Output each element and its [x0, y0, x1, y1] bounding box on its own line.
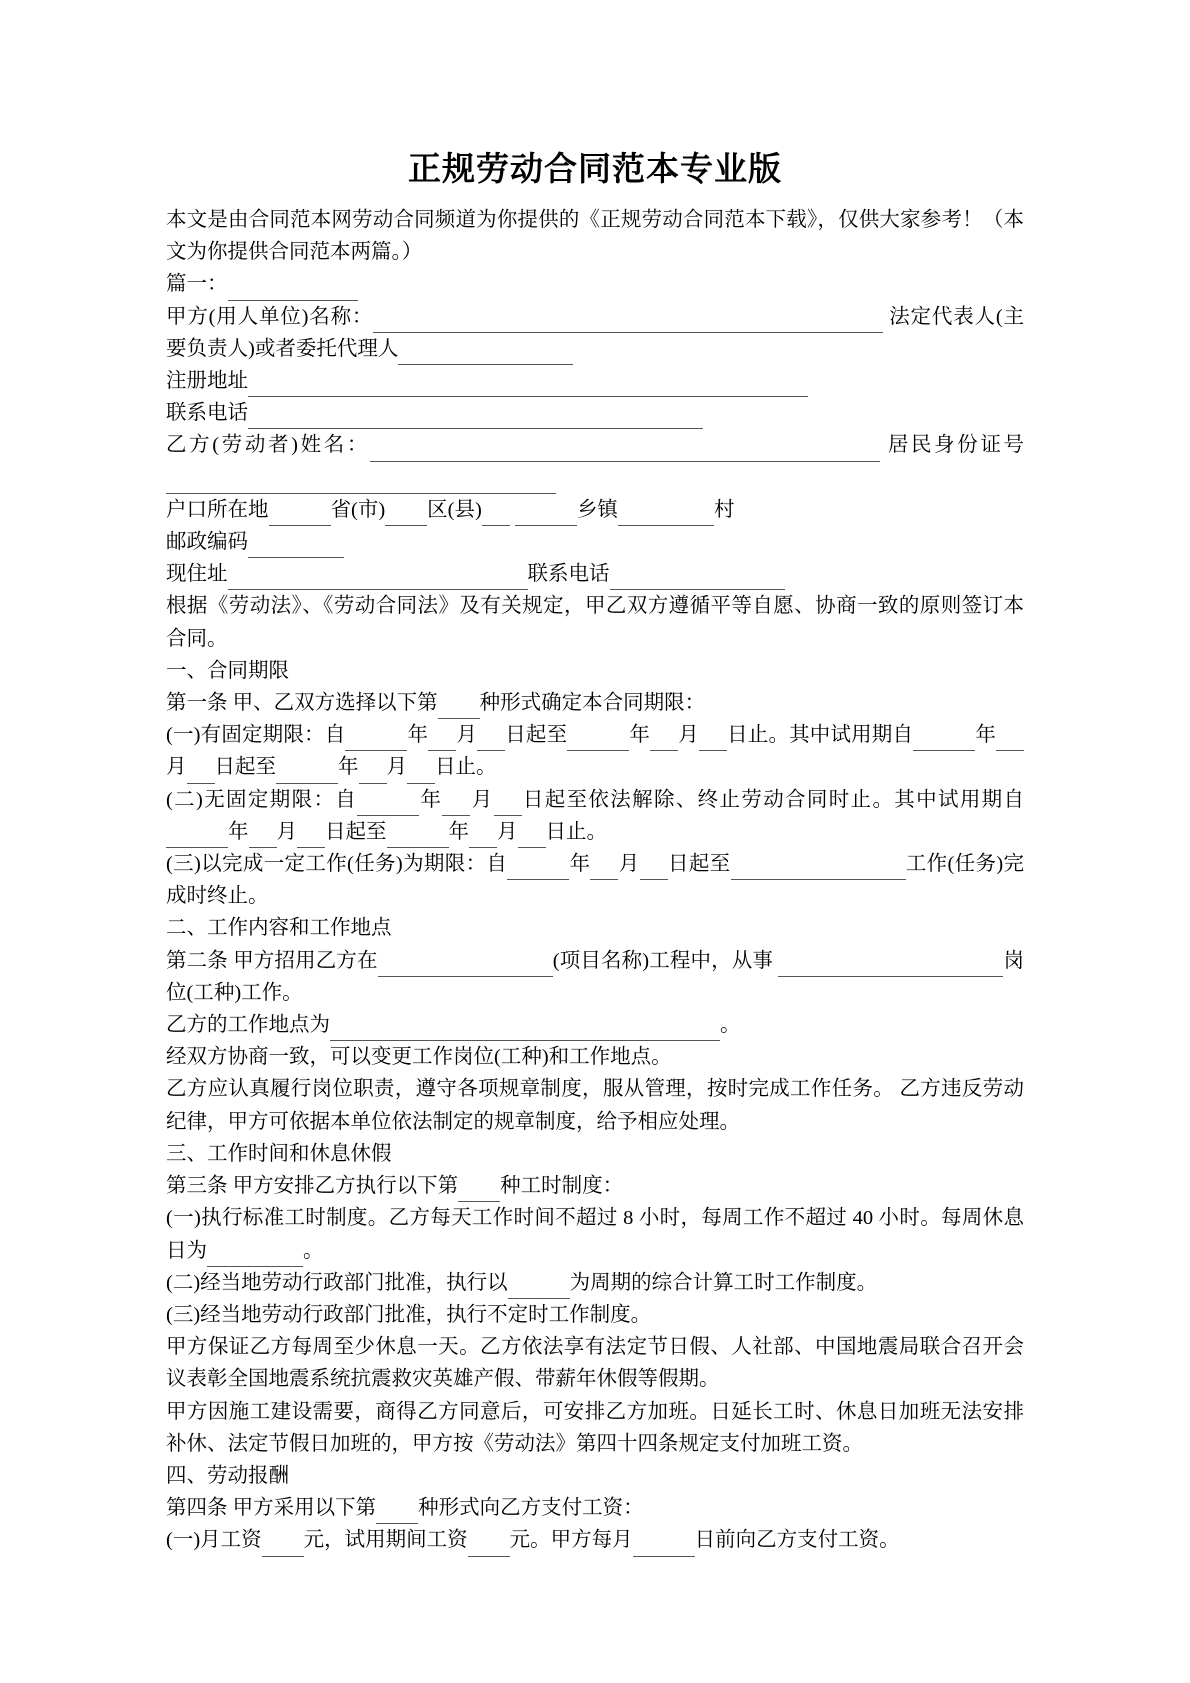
clause-4-unit-1: 元，试用期间工资 — [303, 1529, 468, 1552]
clause-3-paragraph-2: 甲方因施工建设需要，商得乙方同意后，可安排乙方加班。日延长工时、休息日加班无法安排补休、法定节假日加班的，甲方按《劳动法》第四十四条规定支付加班工资。 — [166, 1400, 1024, 1455]
lbl-y3: 年 — [975, 724, 996, 747]
clause-4-title — [166, 1492, 1024, 1524]
clause-1-blank — [438, 697, 480, 719]
lbl-d4: 日止。 — [435, 756, 497, 779]
clause-3-restday-blank — [207, 1245, 303, 1267]
l3-d1: 日起至 — [667, 853, 731, 876]
household-town-blank — [515, 504, 577, 526]
party-b-postcode-line — [166, 526, 1024, 558]
clause-3-item-3-text: 经当地劳动行政部门批准，执行不定时工作制度。 — [200, 1303, 652, 1326]
party-b-name-line — [166, 429, 1024, 493]
b3-d1 — [640, 858, 668, 880]
l2-m2: 月 — [276, 820, 297, 843]
party-b-household-line — [166, 494, 1024, 526]
clause-4-unit-2: 元。甲方每月 — [509, 1529, 633, 1552]
clause-1-item-2 — [166, 784, 1024, 848]
clause-3-cycle-blank — [508, 1277, 570, 1299]
l2-y1: 年 — [419, 788, 443, 811]
clause-1-item-2-marker: (二) — [166, 788, 203, 811]
clause-4-item-1 — [166, 1524, 1024, 1556]
blank-m1 — [428, 730, 456, 752]
party-b-name-label: 乙方(劳动者)姓名： — [166, 434, 371, 457]
party-a-phone-blank — [248, 408, 703, 430]
clause-2-title — [166, 945, 1024, 1009]
clause-3-item-1 — [166, 1202, 1024, 1266]
blank-y4 — [276, 762, 338, 784]
article-label: 篇一： — [166, 273, 228, 296]
intro-paragraph: 本文是由合同范本网劳动合同频道为你提供的《正规劳动合同范本下载》，仅供大家参考！（本文为你提供合同范本两篇。） — [166, 209, 1024, 264]
document-body — [0, 190, 1190, 1557]
party-a-legal-rep-label: 法定代表人(主要负责人)或者委托代理人 — [166, 305, 1025, 360]
b3-y1 — [507, 858, 569, 880]
clause-4-title-tail: 种形式向乙方支付工资： — [418, 1497, 644, 1520]
party-b-phone-label: 联系电话 — [527, 563, 610, 586]
clause-3-item-2 — [166, 1267, 1024, 1299]
clause-1-item-1 — [166, 719, 1024, 783]
clause-2-project-blank — [378, 955, 553, 977]
blank-m4 — [359, 762, 387, 784]
clause-1-title-tail: 种形式确定本合同期限： — [479, 692, 706, 715]
clause-1-item-3 — [166, 848, 1024, 912]
clause-4-item-1-tail: 日前向乙方支付工资。 — [694, 1529, 900, 1552]
clause-1-item-1-text: 有固定期限：自 — [200, 724, 346, 747]
party-b-name-blank — [370, 440, 880, 462]
blank-y2 — [567, 730, 629, 752]
household-village-label: 村 — [713, 498, 735, 521]
clause-4-payday-blank — [633, 1535, 695, 1557]
section-heading-2: 二、工作内容和工作地点 — [166, 917, 392, 940]
b2-m3 — [469, 826, 497, 848]
b2-y3 — [387, 826, 449, 848]
b2-m1 — [442, 794, 470, 816]
current-address-blank — [228, 569, 528, 591]
clause-2-post-label: 岗位(工种)工作。 — [166, 949, 1025, 1004]
party-a-name-blank — [373, 311, 883, 333]
b2-y1 — [357, 794, 419, 816]
l3-tail: 工作(任务)完成时终止。 — [166, 853, 1025, 908]
b3-task — [731, 858, 906, 880]
l2-m3: 月 — [497, 820, 518, 843]
clause-3-blank — [458, 1180, 500, 1202]
b2-d2 — [297, 826, 325, 848]
blank-d1 — [477, 730, 505, 752]
clause-1-item-2-text: 无固定期限：自 — [202, 788, 358, 811]
clause-3-item-3 — [166, 1299, 1024, 1331]
party-a-address-blank — [248, 375, 808, 397]
party-a-phone-label: 联系电话 — [166, 402, 248, 425]
l2-d2: 日起至 — [325, 820, 387, 843]
l2-d3: 日止。 — [545, 820, 607, 843]
l3-m1: 月 — [618, 853, 640, 876]
clause-3-title-head: 第三条 甲方安排乙方执行以下第 — [166, 1175, 459, 1198]
party-a-phone-line — [166, 397, 1024, 429]
lbl-m4: 月 — [386, 756, 407, 779]
party-a-name-line — [166, 301, 1024, 365]
household-province-label: 省(市) — [330, 498, 386, 521]
party-b-id-blank — [166, 472, 556, 494]
b2-m2 — [249, 826, 277, 848]
household-town-label: 乡镇 — [576, 498, 618, 521]
household-district-blank — [385, 504, 427, 526]
lbl-d1: 日起至 — [505, 724, 568, 747]
section-heading-4: 四、劳动报酬 — [166, 1464, 289, 1487]
l2-d1: 日起至依法解除、终止劳动合同时止。其中试用期自 — [521, 788, 1025, 811]
clause-3-paragraph-1: 甲方保证乙方每周至少休息一天。乙方依法享有法定节日假、人社部、中国地震局联合召开会议表彰全国地震系统抗震救灾英雄产假、带薪年休假等假期。 — [166, 1336, 1024, 1391]
b2-y2 — [166, 826, 228, 848]
household-label: 户口所在地 — [166, 498, 269, 521]
clause-3-title-tail: 种工时制度： — [500, 1175, 624, 1198]
l2-y3: 年 — [448, 820, 469, 843]
blank-m3 — [996, 730, 1024, 752]
party-a-name-label: 甲方(用人单位)名称： — [166, 305, 374, 328]
lbl-m2: 月 — [678, 724, 699, 747]
party-b-current-address-line — [166, 558, 1024, 590]
clause-2-project-label: (项目名称)工程中，从事 — [552, 949, 774, 972]
clause-1-title — [166, 687, 1024, 719]
blank-y1 — [345, 730, 407, 752]
postcode-label: 邮政编码 — [166, 531, 248, 554]
clause-4-blank — [376, 1502, 418, 1524]
clause-2-paragraph-2: 乙方应认真履行岗位职责，遵守各项规章制度，服从管理，按时完成工作任务。 乙方违反劳动纪律，甲方可依据本单位依法制定的规章制度，给予相应处理。 — [166, 1078, 1024, 1133]
blank-y3 — [913, 730, 975, 752]
clause-1-item-1-marker: (一) — [166, 724, 201, 747]
preamble-paragraph: 根据《劳动法》、《劳动合同法》及有关规定，甲乙双方遵循平等自愿、协商一致的原则签订本合同。 — [166, 595, 1024, 650]
article-label-line — [166, 268, 1024, 300]
household-extra-blank — [482, 504, 510, 526]
l3-y1: 年 — [569, 853, 591, 876]
section-heading-3: 三、工作时间和休息休假 — [166, 1142, 392, 1165]
clause-4-probation-blank — [468, 1535, 510, 1557]
clause-2-title-head: 第二条 甲方招用乙方在 — [166, 949, 378, 972]
page-title: 正规劳动合同范本专业版 — [408, 150, 782, 187]
lbl-y2: 年 — [629, 724, 651, 747]
clause-1-item-3-text: 以完成一定工作(任务)为期限：自 — [200, 853, 508, 876]
party-a-address-label: 注册地址 — [166, 370, 248, 393]
clause-2-workplace-blank — [330, 1019, 720, 1041]
party-a-address-line — [166, 365, 1024, 397]
clause-2-post-blank — [778, 955, 1003, 977]
party-b-phone-blank — [610, 569, 785, 591]
clause-2-workplace-line — [166, 1009, 1024, 1041]
l2-m1: 月 — [470, 788, 494, 811]
clause-3-item-1-text: 执行标准工时制度。乙方每天工作时间不超过 8 小时，每周工作不超过 40 小时。每周休息日为 — [166, 1207, 1024, 1262]
lbl-m3: 月 — [166, 756, 187, 779]
lbl-y4: 年 — [338, 756, 359, 779]
clause-4-title-head: 第四条 甲方采用以下第 — [166, 1497, 377, 1520]
section-heading-1: 一、合同期限 — [166, 659, 289, 682]
clause-4-salary-blank — [262, 1535, 304, 1557]
clause-3-item-2-marker: (二) — [166, 1271, 201, 1294]
party-a-legal-rep-blank — [398, 343, 573, 365]
clause-2-paragraph-1: 经双方协商一致，可以变更工作岗位(工种)和工作地点。 — [166, 1046, 672, 1069]
household-district-label: 区(县) — [427, 498, 482, 521]
lbl-y1: 年 — [407, 724, 429, 747]
article-blank — [228, 279, 358, 301]
lbl-d2: 日止。其中试用期自 — [726, 724, 914, 747]
b2-d1 — [494, 794, 522, 816]
clause-2-workplace-tail: 。 — [720, 1014, 741, 1037]
clause-1-item-3-marker: (三) — [166, 853, 201, 876]
clause-3-title — [166, 1170, 1024, 1202]
blank-d2 — [699, 730, 727, 752]
clause-3-item-3-marker: (三) — [166, 1303, 201, 1326]
clause-3-item-2-text: 经当地劳动行政部门批准，执行以 — [200, 1271, 508, 1294]
current-address-label: 现住址 — [166, 563, 228, 586]
lbl-m1: 月 — [456, 724, 478, 747]
clause-1-title-head: 第一条 甲、乙双方选择以下第 — [166, 692, 438, 715]
party-b-id-label: 居民身份证号 — [887, 434, 1025, 457]
l2-y2: 年 — [228, 820, 249, 843]
household-province-blank — [269, 504, 331, 526]
clause-4-item-1-marker: (一) — [166, 1529, 201, 1552]
clause-4-item-1-text: 月工资 — [200, 1529, 262, 1552]
lbl-d3: 日起至 — [214, 756, 276, 779]
blank-d4 — [407, 762, 435, 784]
postcode-blank — [248, 536, 344, 558]
clause-3-item-1-tail: 。 — [303, 1239, 324, 1262]
b2-d3 — [518, 826, 546, 848]
blank-d3 — [187, 762, 215, 784]
clause-3-item-1-marker: (一) — [166, 1207, 201, 1230]
blank-m2 — [650, 730, 678, 752]
clause-3-item-2-tail: 为周期的综合计算工时工作制度。 — [569, 1271, 878, 1294]
b3-m1 — [590, 858, 618, 880]
clause-2-workplace-label: 乙方的工作地点为 — [166, 1014, 330, 1037]
household-village-blank — [618, 504, 714, 526]
